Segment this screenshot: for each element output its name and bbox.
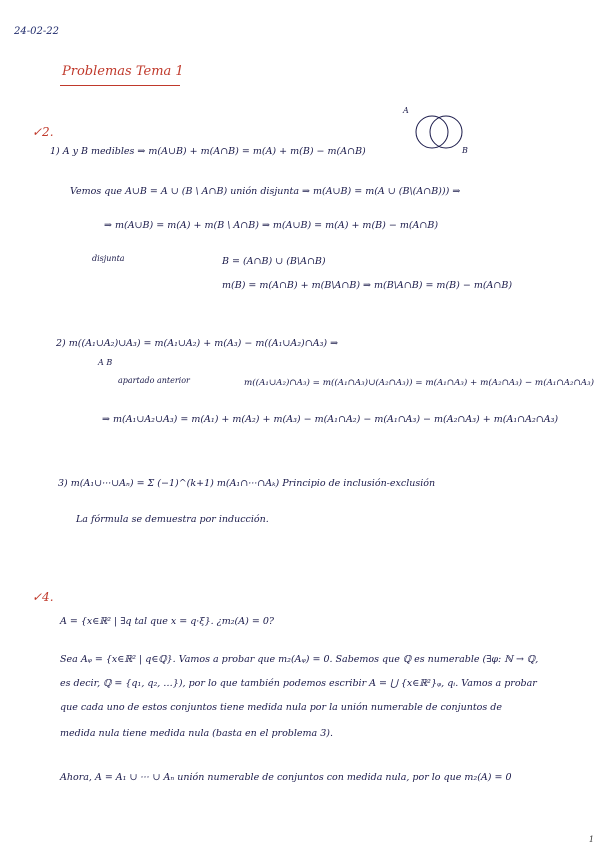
problem2-part2-line2: m((A₁∪A₂)∩A₃) = m((A₁∩A₃)∪(A₂∩A₃)) = m(A₁∩A₃) + m(A₂∩A₃) − m(A₁∩A₂∩A₃) (244, 378, 594, 388)
problem2-check: ✓2. (32, 125, 54, 139)
problem2-disjunta-note: disjunta (92, 254, 125, 263)
venn-circle-b (430, 116, 462, 148)
problem2-part2-note: apartado anterior (118, 376, 190, 385)
page-date: 24-02-22 (14, 26, 59, 37)
problem4-check: ✓4. (32, 590, 54, 604)
problem2-part1-line2: Vemos que A∪B = A ∪ (B \ A∩B) unión disjunta ⇒ m(A∪B) = m(A ∪ (B\(A∩B))) ⇒ (70, 186, 461, 197)
problem2-part1-line3: ⇒ m(A∪B) = m(A) + m(B \ A∩B) ⇒ m(A∪B) = m(A) + m(B) − m(A∩B) (104, 220, 439, 231)
problem2-part3: 3) m(A₁∪···∪Aₙ) = Σ (−1)^(k+1) m(A₁∩···∩Aₖ) Principio de inclusión-exclusión (58, 478, 436, 489)
page-number: 1 (588, 835, 594, 844)
venn-label-b: B (462, 146, 468, 155)
venn-label-a: A (403, 106, 409, 115)
problem4-line2: Sea Aᵩ = {x∈ℝ² | q∈ℚ}. Vamos a probar que m₂(Aᵩ) = 0. Sabemos que ℚ es numerable (∃φ: ℕ → ℚ, (60, 654, 539, 665)
problem4-line5: medida nula tiene medida nula (basta en el problema 3). (60, 728, 333, 739)
problem4-line1: A = {x∈ℝ² | ∃q tal que x = q·ξ}. ¿m₂(A) = 0? (60, 616, 274, 627)
problem4-line3: es decir, ℚ = {q₁, q₂, …}), por lo que también podemos escribir A = ⋃ {x∈ℝ²}ᵩ, qᵢ. Vamos a probar (60, 678, 537, 689)
venn-circle-a (416, 116, 448, 148)
problem2-part2-labels: A B (98, 358, 113, 367)
problem2-part1: 1) A y B medibles ⇒ m(A∪B) + m(A∩B) = m(A) + m(B) − m(A∩B) (50, 146, 366, 157)
problem2-part2: 2) m((A₁∪A₂)∪A₃) = m(A₁∪A₂) + m(A₃) − m((A₁∪A₂)∩A₃) ⇒ (56, 338, 339, 349)
problem2-part2-line3: ⇒ m(A₁∪A₂∪A₃) = m(A₁) + m(A₂) + m(A₃) − m(A₁∩A₂) − m(A₁∩A₃) − m(A₂∩A₃) + m(A₁∩A₂∩A₃) (102, 414, 559, 425)
problem4-line6: Ahora, A = A₁ ∪ ··· ∪ Aₙ unión numerable de conjuntos con medida nula, por lo que m₂(A) = 0 (60, 772, 512, 783)
problem2-part3-line2: La fórmula se demuestra por inducción. (76, 514, 269, 525)
title-underline (60, 85, 180, 86)
problem2-part1-line5: m(B) = m(A∩B) + m(B\A∩B) ⇒ m(B\A∩B) = m(B) − m(A∩B) (222, 280, 513, 291)
page-title: Problemas Tema 1 (62, 64, 184, 79)
problem2-part1-line4: B = (A∩B) ∪ (B\A∩B) (222, 256, 326, 267)
problem4-line4: que cada uno de estos conjuntos tiene medida nula por la unión numerable de conjuntos de (60, 702, 502, 713)
